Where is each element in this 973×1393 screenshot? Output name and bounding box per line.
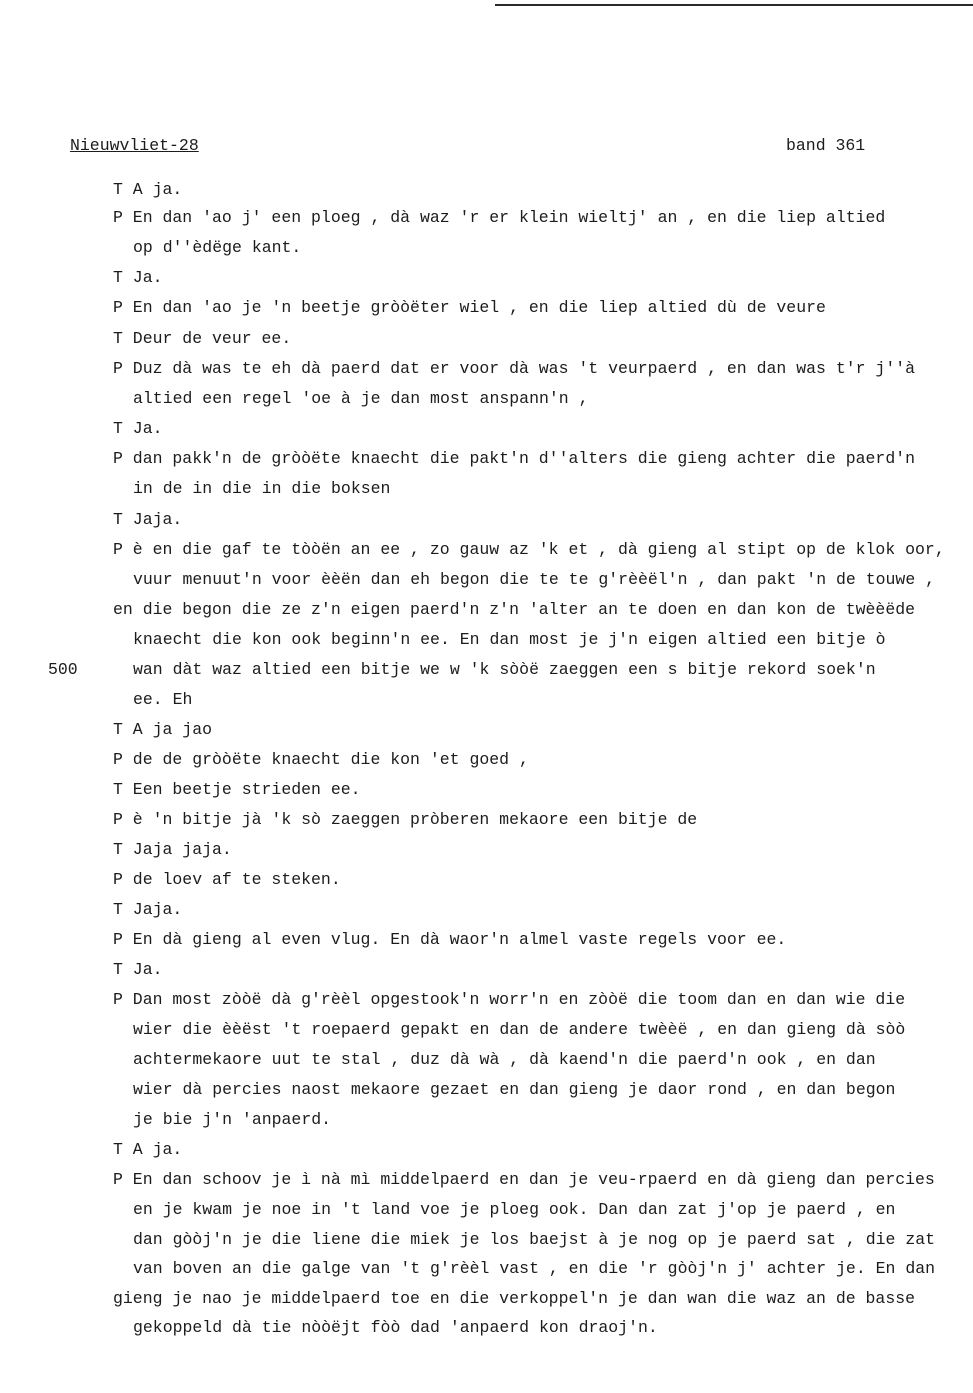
transcript-line: P En dan 'ao je 'n beetje gròòëter wiel , en die liep altied dù de veure bbox=[113, 298, 826, 317]
transcript-line: P de loev af te steken. bbox=[113, 870, 341, 889]
transcript-line: op d''èdëge kant. bbox=[133, 238, 302, 257]
transcript-line: P En dà gieng al even vlug. En dà waor'n almel vaste regels voor ee. bbox=[113, 930, 787, 949]
tape-number: band 361 bbox=[786, 136, 866, 155]
transcript-line: T A ja. bbox=[113, 1140, 183, 1159]
transcript-line: wier die èèëst 't roepaerd gepakt en dan de andere twèèë , en dan gieng dà sòò bbox=[133, 1020, 906, 1039]
transcript-line: T Een beetje strieden ee. bbox=[113, 780, 361, 799]
transcript-line: je bie j'n 'anpaerd. bbox=[133, 1110, 332, 1129]
transcript-line: P En dan schoov je ì nà mì middelpaerd en dan je veu-rpaerd en dà gieng dan percies bbox=[113, 1170, 935, 1189]
transcript-line: en die begon die ze z'n eigen paerd'n z'n 'alter an te doen en dan kon de twèèëde bbox=[113, 600, 916, 619]
transcript-line: dan gòòj'n je die liene die miek je los baejst à je nog op je paerd sat , die zat bbox=[133, 1230, 936, 1249]
transcript-line: altied een regel 'oe à je dan most anspann'n , bbox=[133, 389, 589, 408]
transcript-line: knaecht die kon ook beginn'n ee. En dan most je j'n eigen altied een bitje ò bbox=[133, 630, 886, 649]
transcript-line: achtermekaore uut te stal , duz dà wà , dà kaend'n die paerd'n ook , en dan bbox=[133, 1050, 876, 1069]
transcript-line: T A ja jao bbox=[113, 720, 213, 739]
transcript-line: wier dà percies naost mekaore gezaet en dan gieng je daor rond , en dan begon bbox=[133, 1080, 896, 1099]
transcript-line: en je kwam je noe in 't land voe je ploeg ook. Dan dan zat j'op je paerd , en bbox=[133, 1200, 896, 1219]
transcript-line: T Deur de veur ee. bbox=[113, 329, 292, 348]
document-location: Nieuwvliet-28 bbox=[70, 136, 199, 155]
transcript-line: T Ja. bbox=[113, 419, 163, 438]
transcript-line: T Ja. bbox=[113, 960, 163, 979]
top-rule bbox=[495, 4, 973, 6]
transcript-line: P de de gròòëte knaecht die kon 'et goed , bbox=[113, 750, 529, 769]
transcript-line: P è en die gaf te tòòën an ee , zo gauw az 'k et , dà gieng al stipt op de klok oor, bbox=[113, 540, 945, 559]
transcript-line: T A ja. bbox=[113, 180, 183, 199]
transcript-line: vuur menuut'n voor èèën dan eh begon die te te g'rèèël'n , dan pakt 'n de touwe , bbox=[133, 570, 936, 589]
transcript-line: ee. Eh bbox=[133, 690, 193, 709]
transcript-line: gieng je nao je middelpaerd toe en die verkoppel'n je dan wan die waz an de basse bbox=[113, 1289, 916, 1308]
transcript-line: T Jaja jaja. bbox=[113, 840, 232, 859]
transcript-line: T Jaja. bbox=[113, 900, 183, 919]
transcript-line: P è 'n bitje jà 'k sò zaeggen pròberen mekaore een bitje de bbox=[113, 810, 698, 829]
transcript-line: P Dan most zòòë dà g'rèèl opgestook'n worr'n en zòòë die toom dan en dan wie die bbox=[113, 990, 906, 1009]
transcript-line: gekoppeld dà tie nòòëjt fòò dad 'anpaerd kon draoj'n. bbox=[133, 1318, 658, 1337]
transcript-line: P dan pakk'n de gròòëte knaecht die pakt'n d''alters die gieng achter die paerd'n bbox=[113, 449, 916, 468]
transcript-line: T Ja. bbox=[113, 268, 163, 287]
transcript-line: in de in die in die boksen bbox=[133, 479, 391, 498]
transcript-line: P Duz dà was te eh dà paerd dat er voor dà was 't veurpaerd , en dan was t'r j''à bbox=[113, 359, 916, 378]
margin-line-number: 500 bbox=[48, 660, 78, 679]
transcript-line: wan dàt waz altied een bitje we w 'k sòòë zaeggen een s bitje rekord soek'n bbox=[133, 660, 876, 679]
transcript-line: P En dan 'ao j' een ploeg , dà waz 'r er klein wieltj' an , en die liep altied bbox=[113, 208, 886, 227]
transcript-line: T Jaja. bbox=[113, 510, 183, 529]
transcript-line: van boven an die galge van 't g'rèèl vast , en die 'r gòòj'n j' achter je. En dan bbox=[133, 1259, 936, 1278]
